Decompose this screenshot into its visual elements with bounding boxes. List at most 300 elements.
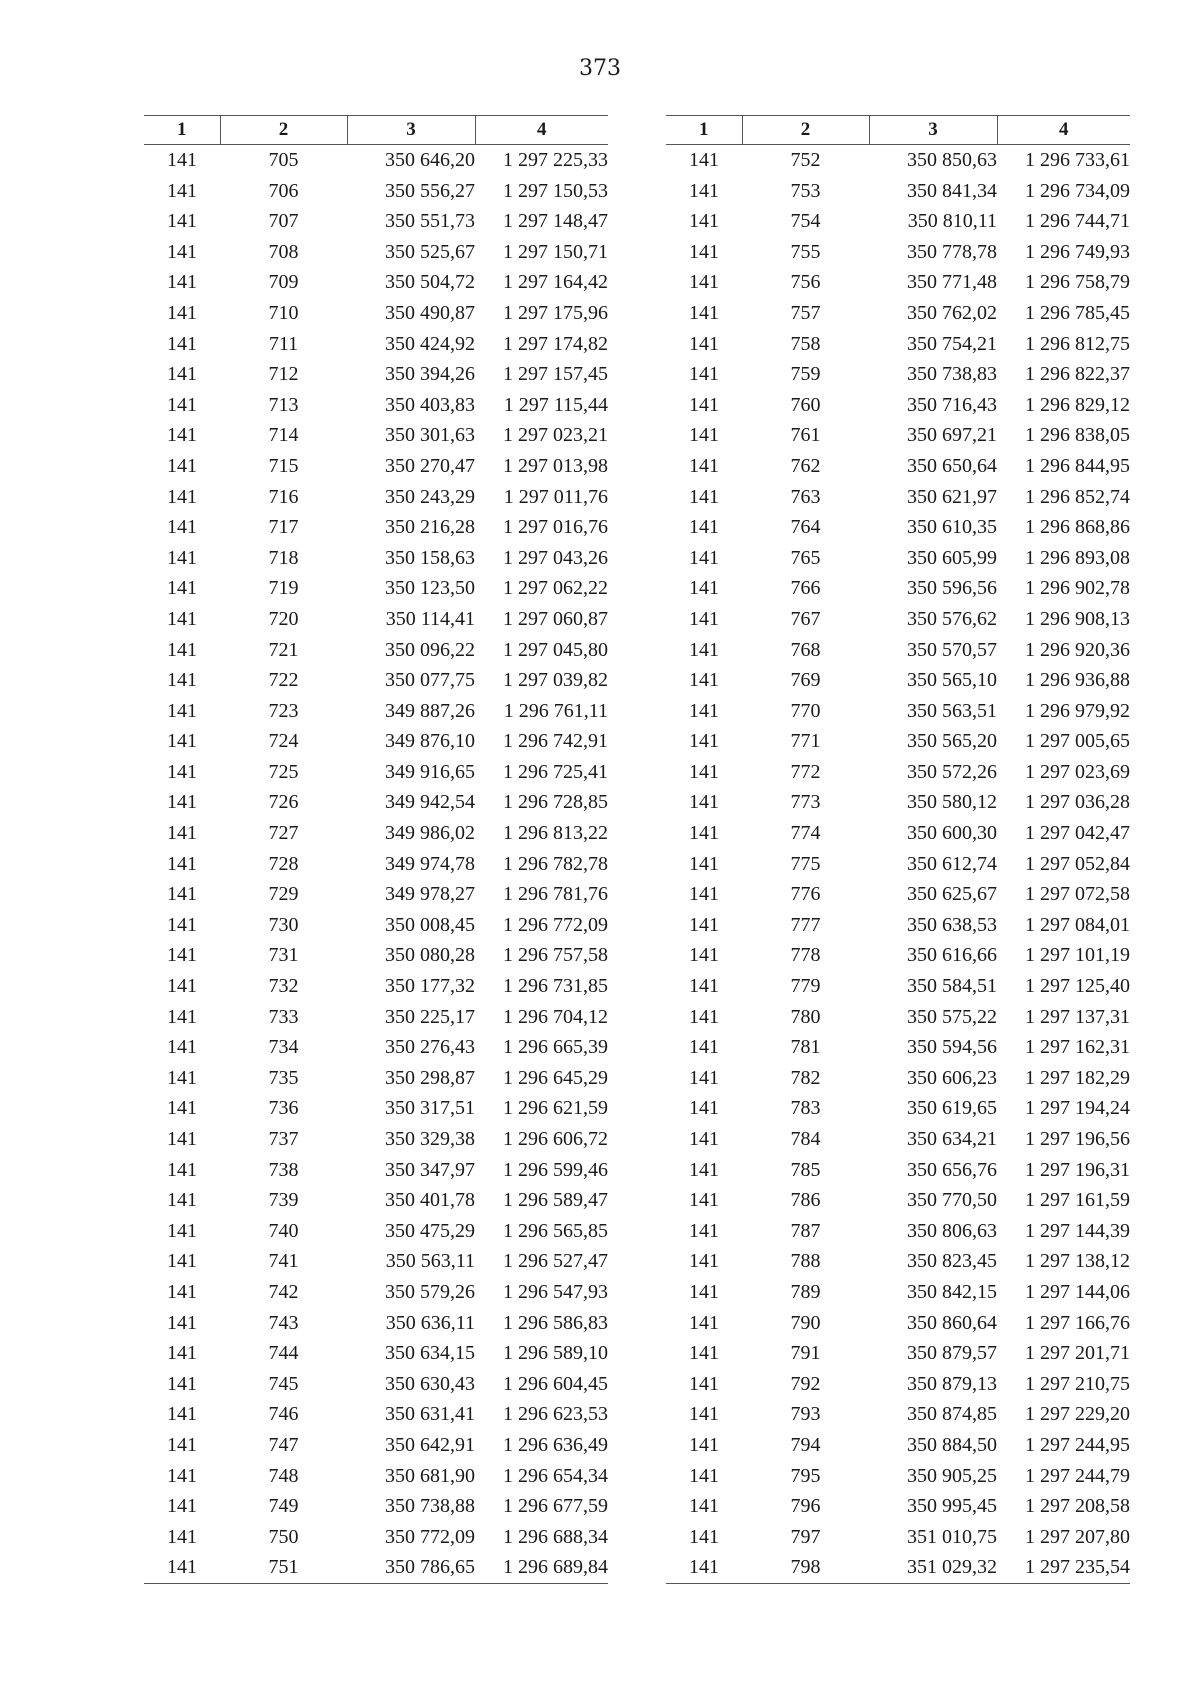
cell-contour: 141 xyxy=(167,1280,197,1303)
cell-x: 350 772,09 xyxy=(385,1525,475,1548)
cell-point: 770 xyxy=(790,699,821,722)
cell-point: 713 xyxy=(268,393,299,416)
table-row xyxy=(666,329,1130,360)
cell-y: 1 296 677,59 xyxy=(503,1495,608,1518)
cell-y: 1 297 016,76 xyxy=(503,516,608,539)
cell-contour: 141 xyxy=(689,393,719,416)
cell-point: 782 xyxy=(790,1066,821,1089)
table-row xyxy=(144,1246,608,1277)
table-row xyxy=(144,482,608,513)
table-row xyxy=(666,1399,1130,1430)
cell-contour: 141 xyxy=(689,1280,719,1303)
cell-contour: 141 xyxy=(167,424,197,447)
table-row xyxy=(666,726,1130,757)
cell-point: 730 xyxy=(268,913,299,936)
cell-point: 785 xyxy=(790,1158,821,1181)
cell-x: 350 565,20 xyxy=(907,730,997,753)
table-row xyxy=(144,1491,608,1522)
cell-x: 350 770,50 xyxy=(907,1189,997,1212)
table-row xyxy=(666,635,1130,666)
cell-point: 791 xyxy=(790,1342,821,1365)
cell-x: 350 475,29 xyxy=(385,1219,475,1242)
cell-y: 1 297 023,21 xyxy=(503,424,608,447)
table-row xyxy=(144,696,608,727)
cell-x: 350 216,28 xyxy=(385,516,475,539)
cell-point: 711 xyxy=(268,332,299,355)
cell-contour: 141 xyxy=(167,363,197,386)
cell-point: 736 xyxy=(268,1097,299,1120)
cell-contour: 141 xyxy=(167,944,197,967)
cell-x: 350 605,99 xyxy=(907,546,997,569)
cell-contour: 141 xyxy=(167,1372,197,1395)
header-col-3: 3 xyxy=(869,116,997,145)
cell-x: 350 556,27 xyxy=(385,179,475,202)
cell-x: 350 646,20 xyxy=(385,149,475,171)
cell-contour: 141 xyxy=(167,301,197,324)
cell-point: 744 xyxy=(268,1342,299,1365)
cell-point: 765 xyxy=(790,546,821,569)
cell-point: 775 xyxy=(790,852,821,875)
cell-contour: 141 xyxy=(167,1311,197,1334)
table-row xyxy=(144,1430,608,1461)
cell-y: 1 297 062,22 xyxy=(503,577,608,600)
table-row xyxy=(666,145,1130,176)
cell-contour: 141 xyxy=(167,1036,197,1059)
cell-point: 751 xyxy=(220,1552,347,1583)
cell-point: 718 xyxy=(268,546,299,569)
table-row xyxy=(144,635,608,666)
table-row xyxy=(144,1461,608,1492)
cell-y: 1 296 645,29 xyxy=(503,1066,608,1089)
cell-point: 743 xyxy=(268,1311,299,1334)
cell-x: 350 616,66 xyxy=(907,944,997,967)
cell-x: 350 850,63 xyxy=(907,149,997,171)
header-col-1: 1 xyxy=(144,116,220,145)
cell-contour: 141 xyxy=(689,699,719,722)
coordinates-table-right xyxy=(666,115,1130,1584)
cell-y: 1 297 045,80 xyxy=(503,638,608,661)
cell-contour: 141 xyxy=(689,1219,719,1242)
cell-point: 753 xyxy=(790,179,821,202)
cell-point: 747 xyxy=(268,1433,299,1456)
table-row xyxy=(144,879,608,910)
cell-x: 350 771,48 xyxy=(907,271,997,294)
cell-x: 350 575,22 xyxy=(907,1005,997,1028)
table-row xyxy=(666,1308,1130,1339)
cell-x: 350 738,83 xyxy=(907,363,997,386)
page-number: 373 xyxy=(579,56,621,81)
cell-y: 1 297 060,87 xyxy=(503,607,608,630)
cell-contour: 141 xyxy=(167,699,197,722)
cell-contour: 141 xyxy=(689,944,719,967)
table-row xyxy=(144,390,608,421)
cell-point: 732 xyxy=(268,975,299,998)
table-row xyxy=(144,420,608,451)
cell-contour: 141 xyxy=(689,1250,719,1273)
cell-point: 742 xyxy=(268,1280,299,1303)
cell-point: 772 xyxy=(790,760,821,783)
cell-point: 725 xyxy=(268,760,299,783)
table-row xyxy=(144,940,608,971)
cell-y: 1 297 042,47 xyxy=(1025,822,1130,845)
cell-contour: 141 xyxy=(689,638,719,661)
table-row xyxy=(666,910,1130,941)
cell-point: 796 xyxy=(790,1495,821,1518)
cell-contour: 141 xyxy=(689,1128,719,1150)
cell-y: 1 296 728,85 xyxy=(503,791,608,814)
cell-contour: 141 xyxy=(689,1158,719,1181)
cell-y: 1 296 688,34 xyxy=(503,1525,608,1548)
table-row xyxy=(144,1277,608,1308)
cell-x: 350 656,76 xyxy=(907,1158,997,1181)
cell-point: 759 xyxy=(790,363,821,386)
table-row xyxy=(666,787,1130,818)
cell-x: 350 570,57 xyxy=(907,638,997,661)
cell-point: 764 xyxy=(790,516,821,539)
table-row xyxy=(666,940,1130,971)
cell-point: 750 xyxy=(268,1525,299,1548)
cell-y: 1 297 244,95 xyxy=(1025,1433,1130,1456)
table-row xyxy=(666,1369,1130,1400)
cell-y: 1 297 161,59 xyxy=(1025,1189,1130,1212)
header-col-3: 3 xyxy=(347,116,475,145)
cell-x: 350 579,26 xyxy=(385,1280,475,1303)
cell-point: 768 xyxy=(790,638,821,661)
cell-point: 781 xyxy=(790,1036,821,1059)
table-row xyxy=(666,1277,1130,1308)
table-row xyxy=(666,1491,1130,1522)
cell-point: 740 xyxy=(268,1219,299,1242)
cell-y: 1 296 565,85 xyxy=(503,1219,608,1242)
cell-y: 1 296 527,47 xyxy=(503,1250,608,1273)
table-row xyxy=(144,1216,608,1247)
cell-point: 716 xyxy=(268,485,299,508)
table-row xyxy=(144,971,608,1002)
cell-contour: 141 xyxy=(167,1403,197,1426)
cell-y: 1 297 023,69 xyxy=(1025,760,1130,783)
cell-y: 1 296 731,85 xyxy=(503,975,608,998)
cell-x: 350 841,34 xyxy=(907,179,997,202)
cell-point: 773 xyxy=(790,791,821,814)
cell-y: 1 297 115,44 xyxy=(503,393,608,416)
table-row xyxy=(666,1522,1130,1553)
table-row xyxy=(666,512,1130,543)
cell-contour: 141 xyxy=(689,363,719,386)
cell-point: 715 xyxy=(268,454,299,477)
cell-y: 1 296 785,45 xyxy=(1025,301,1130,324)
cell-y: 1 296 813,22 xyxy=(503,822,608,845)
cell-point: 709 xyxy=(268,271,299,294)
cell-x: 350 563,11 xyxy=(385,1250,475,1273)
cell-contour: 141 xyxy=(689,1311,719,1334)
cell-contour: 141 xyxy=(167,1495,197,1518)
cell-x: 350 394,26 xyxy=(385,363,475,386)
cell-y: 1 296 689,84 xyxy=(475,1552,608,1583)
cell-x: 350 008,45 xyxy=(385,913,475,936)
cell-y: 1 296 758,79 xyxy=(1025,271,1130,294)
table-row xyxy=(144,1338,608,1369)
cell-point: 788 xyxy=(790,1250,821,1273)
table-row xyxy=(144,237,608,268)
cell-x: 350 077,75 xyxy=(385,669,475,692)
cell-point: 737 xyxy=(268,1128,299,1150)
table-row xyxy=(666,1185,1130,1216)
cell-point: 733 xyxy=(268,1005,299,1028)
table-row xyxy=(144,267,608,298)
table-row xyxy=(144,604,608,635)
table-row xyxy=(144,145,608,176)
cell-point: 760 xyxy=(790,393,821,416)
cell-contour: 141 xyxy=(689,271,719,294)
cell-x: 350 301,63 xyxy=(385,424,475,447)
cell-x: 350 631,41 xyxy=(385,1403,475,1426)
cell-contour: 141 xyxy=(689,883,719,906)
cell-contour: 141 xyxy=(689,1372,719,1395)
table-row xyxy=(666,451,1130,482)
table-row xyxy=(666,206,1130,237)
cell-y: 1 296 604,45 xyxy=(503,1372,608,1395)
cell-x: 349 916,65 xyxy=(385,760,475,783)
cell-y: 1 297 196,31 xyxy=(1025,1158,1130,1181)
table-row xyxy=(144,1124,608,1155)
table-row xyxy=(666,1032,1130,1063)
cell-x: 350 778,78 xyxy=(907,240,997,263)
header-col-2: 2 xyxy=(220,116,347,145)
cell-y: 1 296 665,39 xyxy=(503,1036,608,1059)
cell-contour: 141 xyxy=(689,454,719,477)
cell-point: 738 xyxy=(268,1158,299,1181)
table-row xyxy=(144,1002,608,1033)
cell-point: 757 xyxy=(790,301,821,324)
cell-x: 350 995,45 xyxy=(907,1495,997,1518)
cell-y: 1 296 822,37 xyxy=(1025,363,1130,386)
cell-contour: 141 xyxy=(167,1066,197,1089)
cell-point: 727 xyxy=(268,822,299,845)
table-row xyxy=(144,726,608,757)
cell-x: 350 738,88 xyxy=(385,1495,475,1518)
cell-point: 780 xyxy=(790,1005,821,1028)
cell-y: 1 296 868,86 xyxy=(1025,516,1130,539)
cell-x: 350 630,43 xyxy=(385,1372,475,1395)
cell-contour: 141 xyxy=(689,1066,719,1089)
cell-y: 1 297 150,71 xyxy=(503,240,608,263)
cell-y: 1 296 547,93 xyxy=(503,1280,608,1303)
cell-contour: 141 xyxy=(167,546,197,569)
cell-x: 350 612,74 xyxy=(907,852,997,875)
cell-x: 350 551,73 xyxy=(385,210,475,233)
cell-contour: 141 xyxy=(689,730,719,753)
header-col-4: 4 xyxy=(475,116,608,145)
cell-x: 350 842,15 xyxy=(907,1280,997,1303)
cell-x: 350 874,85 xyxy=(907,1403,997,1426)
cell-x: 350 401,78 xyxy=(385,1189,475,1212)
cell-contour: 141 xyxy=(689,1403,719,1426)
table-row xyxy=(666,298,1130,329)
cell-contour: 141 xyxy=(167,1464,197,1487)
cell-x: 350 681,90 xyxy=(385,1464,475,1487)
cell-y: 1 296 908,13 xyxy=(1025,607,1130,630)
cell-point: 748 xyxy=(268,1464,299,1487)
cell-y: 1 297 210,75 xyxy=(1025,1372,1130,1395)
table-row xyxy=(144,1522,608,1553)
cell-point: 746 xyxy=(268,1403,299,1426)
cell-y: 1 297 005,65 xyxy=(1025,730,1130,753)
cell-point: 786 xyxy=(790,1189,821,1212)
cell-point: 734 xyxy=(268,1036,299,1059)
cell-point: 722 xyxy=(268,669,299,692)
cell-y: 1 296 757,58 xyxy=(503,944,608,967)
cell-point: 756 xyxy=(790,271,821,294)
table-body-right xyxy=(666,145,1130,1584)
table-row xyxy=(144,1552,608,1583)
table-row xyxy=(144,359,608,390)
cell-point: 752 xyxy=(790,149,821,171)
cell-contour: 141 xyxy=(167,271,197,294)
table-row xyxy=(666,818,1130,849)
cell-point: 719 xyxy=(268,577,299,600)
cell-contour: 141 xyxy=(167,393,197,416)
cell-x: 350 762,02 xyxy=(907,301,997,324)
cell-x: 350 584,51 xyxy=(907,975,997,998)
cell-point: 767 xyxy=(790,607,821,630)
cell-contour: 141 xyxy=(689,1342,719,1365)
cell-point: 790 xyxy=(790,1311,821,1334)
cell-y: 1 296 599,46 xyxy=(503,1158,608,1181)
cell-contour: 141 xyxy=(167,1433,197,1456)
cell-point: 793 xyxy=(790,1403,821,1426)
cell-contour: 141 xyxy=(167,1250,197,1273)
cell-point: 707 xyxy=(268,210,299,233)
table-row xyxy=(666,757,1130,788)
cell-x: 350 123,50 xyxy=(385,577,475,600)
cell-x: 350 754,21 xyxy=(907,332,997,355)
table-row xyxy=(666,696,1130,727)
table-row xyxy=(666,573,1130,604)
table-row xyxy=(144,1185,608,1216)
cell-x: 350 634,15 xyxy=(385,1342,475,1365)
cell-contour: 141 xyxy=(689,332,719,355)
table-row xyxy=(666,1246,1130,1277)
cell-y: 1 297 207,80 xyxy=(1025,1525,1130,1548)
cell-x: 349 876,10 xyxy=(385,730,475,753)
cell-point: 761 xyxy=(790,424,821,447)
cell-point: 735 xyxy=(268,1066,299,1089)
cell-x: 350 619,65 xyxy=(907,1097,997,1120)
cell-y: 1 296 621,59 xyxy=(503,1097,608,1120)
cell-x: 350 879,57 xyxy=(907,1342,997,1365)
cell-point: 708 xyxy=(268,240,299,263)
cell-contour: 141 xyxy=(144,1552,220,1583)
cell-point: 745 xyxy=(268,1372,299,1395)
cell-point: 723 xyxy=(268,699,299,722)
cell-x: 350 525,67 xyxy=(385,240,475,263)
cell-y: 1 296 589,10 xyxy=(503,1342,608,1365)
cell-point: 766 xyxy=(790,577,821,600)
cell-y: 1 296 782,78 xyxy=(503,852,608,875)
cell-contour: 141 xyxy=(689,577,719,600)
cell-y: 1 297 208,58 xyxy=(1025,1495,1130,1518)
table-header-row xyxy=(666,116,1130,145)
cell-x: 350 697,21 xyxy=(907,424,997,447)
table-row xyxy=(666,1063,1130,1094)
cell-x: 350 625,67 xyxy=(907,883,997,906)
cell-contour: 141 xyxy=(167,577,197,600)
cell-contour: 141 xyxy=(167,1005,197,1028)
cell-x: 350 158,63 xyxy=(385,546,475,569)
table-row xyxy=(666,359,1130,390)
cell-point: 797 xyxy=(790,1525,821,1548)
coordinates-table-left xyxy=(144,115,608,1584)
header-col-4: 4 xyxy=(997,116,1130,145)
table-row xyxy=(666,665,1130,696)
cell-x: 350 860,64 xyxy=(907,1311,997,1334)
cell-x: 350 884,50 xyxy=(907,1433,997,1456)
cell-contour: 141 xyxy=(167,1128,197,1150)
table-row xyxy=(666,267,1130,298)
cell-x: 350 096,22 xyxy=(385,638,475,661)
cell-y: 1 297 244,79 xyxy=(1025,1464,1130,1487)
cell-x: 350 403,83 xyxy=(385,393,475,416)
cell-contour: 141 xyxy=(689,607,719,630)
table-row xyxy=(144,1399,608,1430)
table-row xyxy=(666,237,1130,268)
cell-point: 754 xyxy=(790,210,821,233)
cell-point: 774 xyxy=(790,822,821,845)
cell-contour: 141 xyxy=(167,638,197,661)
cell-point: 729 xyxy=(268,883,299,906)
cell-contour: 141 xyxy=(167,1342,197,1365)
cell-y: 1 296 742,91 xyxy=(503,730,608,753)
cell-point: 784 xyxy=(790,1128,821,1150)
cell-contour: 141 xyxy=(689,240,719,263)
cell-y: 1 296 936,88 xyxy=(1025,669,1130,692)
cell-x: 350 600,30 xyxy=(907,822,997,845)
cell-y: 1 296 838,05 xyxy=(1025,424,1130,447)
cell-y: 1 297 196,56 xyxy=(1025,1128,1130,1150)
cell-contour: 141 xyxy=(689,669,719,692)
cell-y: 1 297 125,40 xyxy=(1025,975,1130,998)
cell-contour: 141 xyxy=(689,791,719,814)
cell-y: 1 296 704,12 xyxy=(503,1005,608,1028)
cell-contour: 141 xyxy=(167,516,197,539)
cell-x: 350 276,43 xyxy=(385,1036,475,1059)
cell-x: 350 563,51 xyxy=(907,699,997,722)
table-row xyxy=(144,818,608,849)
cell-contour: 141 xyxy=(167,791,197,814)
cell-y: 1 297 225,33 xyxy=(503,149,608,171)
cell-y: 1 296 829,12 xyxy=(1025,393,1130,416)
cell-y: 1 296 781,76 xyxy=(503,883,608,906)
cell-contour: 141 xyxy=(689,760,719,783)
cell-y: 1 297 182,29 xyxy=(1025,1066,1130,1089)
cell-y: 1 296 844,95 xyxy=(1025,454,1130,477)
table-row xyxy=(666,482,1130,513)
table-row xyxy=(666,1461,1130,1492)
table-row xyxy=(666,879,1130,910)
cell-y: 1 296 606,72 xyxy=(503,1128,608,1150)
cell-contour: 141 xyxy=(689,1495,719,1518)
table-row xyxy=(144,1063,608,1094)
cell-x: 350 634,21 xyxy=(907,1128,997,1150)
cell-x: 349 986,02 xyxy=(385,822,475,845)
table-row xyxy=(666,176,1130,207)
cell-point: 789 xyxy=(790,1280,821,1303)
cell-point: 728 xyxy=(268,852,299,875)
cell-point: 798 xyxy=(742,1552,869,1583)
cell-point: 705 xyxy=(268,149,299,171)
cell-point: 779 xyxy=(790,975,821,998)
cell-y: 1 297 148,47 xyxy=(503,210,608,233)
